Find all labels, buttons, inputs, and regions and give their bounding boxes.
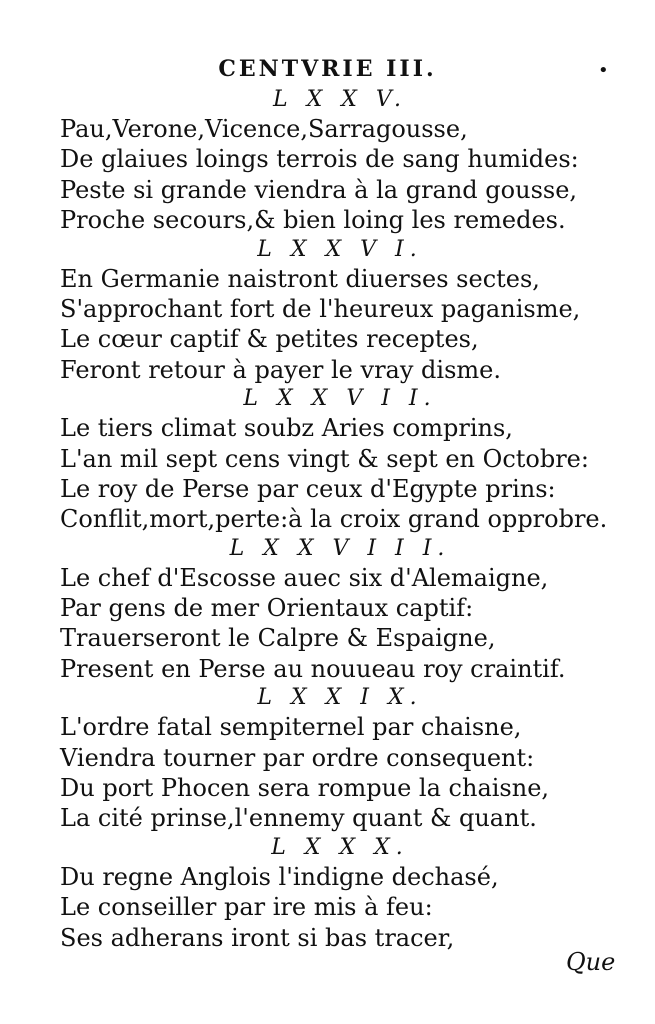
verse-line: Le tiers climat soubz Aries comprins,	[60, 414, 513, 443]
quatrain-number: L X X V I I I.	[229, 535, 451, 561]
verse-line: Ses adherans iront si bas tracer,	[60, 923, 455, 952]
verse-line: Viendra tourner par ordre consequent:	[60, 743, 535, 772]
quatrain-number: L X X I X.	[257, 685, 423, 711]
quatrain-number: L X X V.	[273, 87, 407, 112]
page-content	[60, 86, 620, 953]
verse-line: Du regne Anglois l'indigne dechasé,	[60, 862, 499, 891]
quatrain-number: L X X V I I.	[243, 386, 437, 412]
verse-line: S'approchant fort de l'heureux paganisme,	[60, 294, 581, 323]
verse-line: De glaiues loings terrois de sang humides:	[60, 145, 579, 174]
verse-line: Peste si grande viendra à la grand gousse,	[60, 175, 578, 204]
verse-line: Conflit,mort,perte:à la croix grand opprobre.	[60, 505, 608, 534]
verse-line: Du port Phocen sera rompue la chaisne,	[60, 774, 550, 803]
verse-line: Le conseiller par ire mis à feu:	[60, 893, 433, 922]
verse-line: Proche secours,& bien loing les remedes.	[60, 206, 566, 235]
verse-line: L'an mil sept cens vingt & sept en Octobre:	[60, 444, 589, 473]
verse-line: Le roy de Perse par ceux d'Egypte prins:	[60, 474, 556, 503]
verse-line: Le chef d'Escosse auec six d'Alemaigne,	[60, 563, 549, 592]
quatrain-number: L X X V I.	[257, 236, 423, 262]
verse-line: Feront retour à payer le vray disme.	[60, 355, 501, 384]
verse-line: Present en Perse au nouueau roy craintif.	[60, 654, 566, 683]
catchword: Que	[566, 948, 616, 976]
page-mark: •	[598, 60, 609, 81]
verse-line: En Germanie naistront diuerses sectes,	[60, 264, 540, 293]
verse-line: Trauerseront le Calpre & Espaigne,	[60, 624, 496, 653]
quatrain-number: L X X X.	[271, 834, 409, 860]
verse-line: La cité prinse,l'ennemy quant & quant.	[60, 804, 537, 833]
running-head: CENTVRIE III.	[218, 56, 437, 82]
verse-line: Le cœur captif & petites receptes,	[60, 325, 479, 354]
verse-line: Par gens de mer Orientaux captif:	[60, 594, 474, 623]
verse-line: L'ordre fatal sempiternel par chaisne,	[60, 713, 522, 742]
verse-line: Pau,Verone,Vicence,Sarragousse,	[60, 115, 468, 143]
